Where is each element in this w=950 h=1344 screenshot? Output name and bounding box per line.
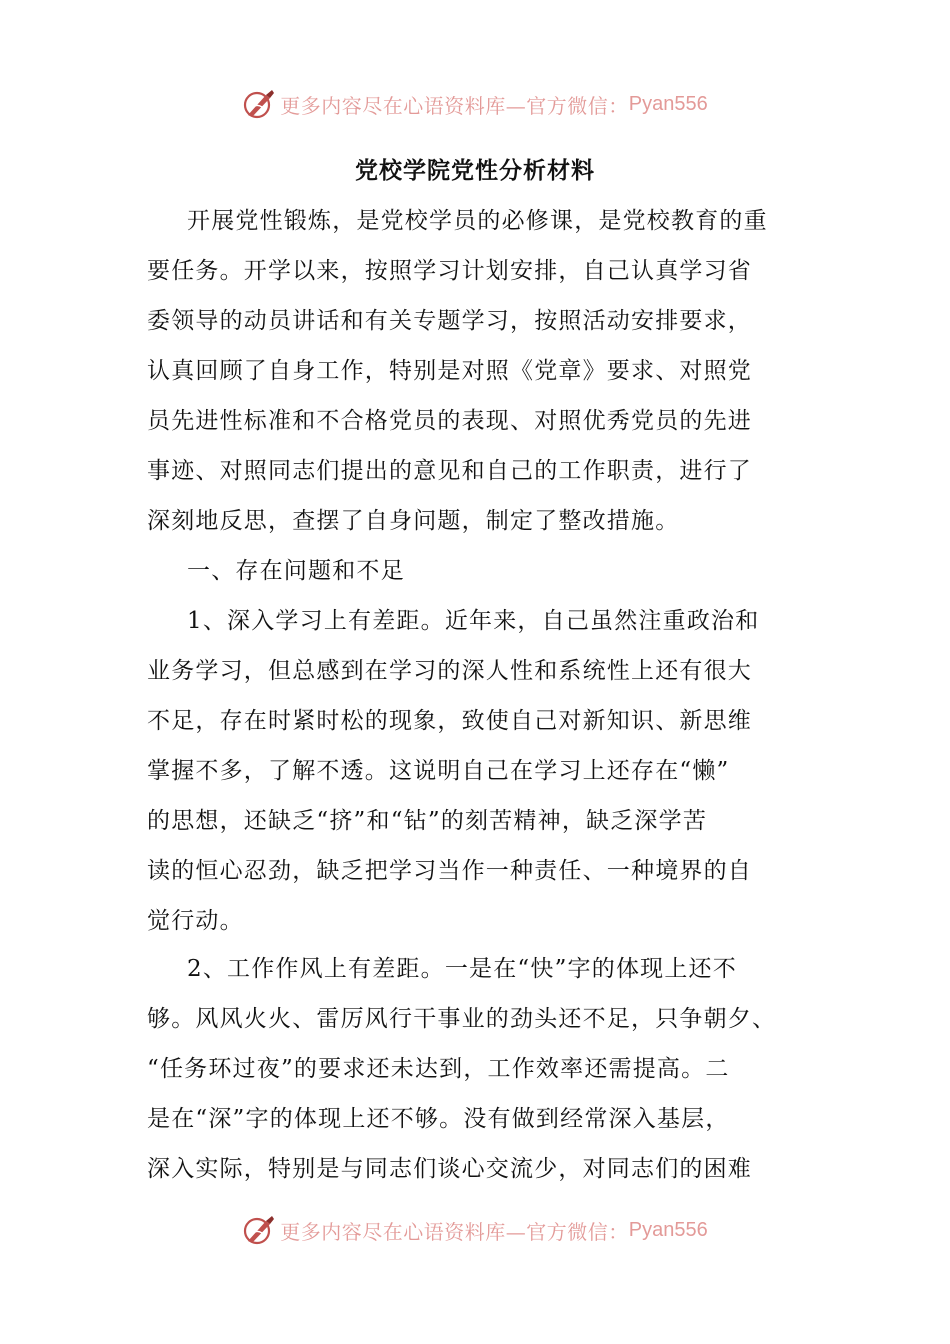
paragraph-line: 觉行动。 [147,908,244,934]
section-heading-text: 一、存在问题和不足 [187,558,405,584]
paragraph-line: 的思想，还缺乏“挤”和“钻”的刻苦精神，缺乏深学苦 [147,808,708,834]
watermark-wechat-id: Pyan556 [628,92,708,115]
paragraph-line: 深入实际，特别是与同志们谈心交流少，对同志们的困难 [147,1156,752,1182]
section-heading [147,546,807,596]
paragraph-intro [147,196,807,546]
paragraph-line: “任务环过夜”的要求还未达到，工作效率还需提高。二 [147,1056,730,1082]
paragraph-line: 深刻地反思，查摆了自身问题，制定了整改措施。 [147,508,680,534]
watermark-wechat-id: Pyan556 [628,1218,708,1241]
paragraph-line: 事迹、对照同志们提出的意见和自己的工作职责，进行了 [147,458,752,484]
paragraph-point-2 [147,944,807,1194]
paragraph-line: 委领导的动员讲话和有关专题学习，按照活动安排要求， [147,308,752,334]
paragraph-line: 员先进性标准和不合格党员的表现、对照优秀党员的先进 [147,408,752,434]
paragraph-line: 不足，存在时紧时松的现象，致使自己对新知识、新思维 [147,708,752,734]
paragraph-point-1 [147,596,807,946]
paragraph-line: 开展党性锻炼，是党校学员的必修课，是党校教育的重 [187,208,768,234]
watermark-footer [0,1210,950,1250]
paragraph-line: 掌握不多，了解不透。这说明自己在学习上还存在“懒” [147,758,730,784]
paragraph-line: 读的恒心忍劲，缺乏把学习当作一种责任、一种境界的自 [147,858,752,884]
document-title: 党校学院党性分析材料 [355,157,595,184]
paragraph-line: 够。风风火火、雷厉风行干事业的劲头还不足，只争朝夕、 [147,1006,777,1032]
paragraph-line: 要任务。开学以来，按照学习计划安排，自己认真学习省 [147,258,752,284]
pen-logo-icon [242,1213,276,1247]
watermark-text: 更多内容尽在心语资料库—官方微信： [280,93,629,118]
paragraph-line: 1、深入学习上有差距。近年来，自己虽然注重政治和 [187,608,760,634]
paragraph-line: 业务学习，但总感到在学习的深人性和系统性上还有很大 [147,658,752,684]
pen-logo-icon [242,87,276,121]
paragraph-line: 2、工作作风上有差距。一是在“快”字的体现上还不 [187,956,737,982]
watermark-header [0,84,950,124]
paragraph-line: 认真回顾了自身工作，特别是对照《党章》要求、对照党 [147,358,752,384]
watermark-text: 更多内容尽在心语资料库—官方微信： [280,1219,629,1244]
paragraph-line: 是在“深”字的体现上还不够。没有做到经常深入基层， [147,1106,730,1132]
